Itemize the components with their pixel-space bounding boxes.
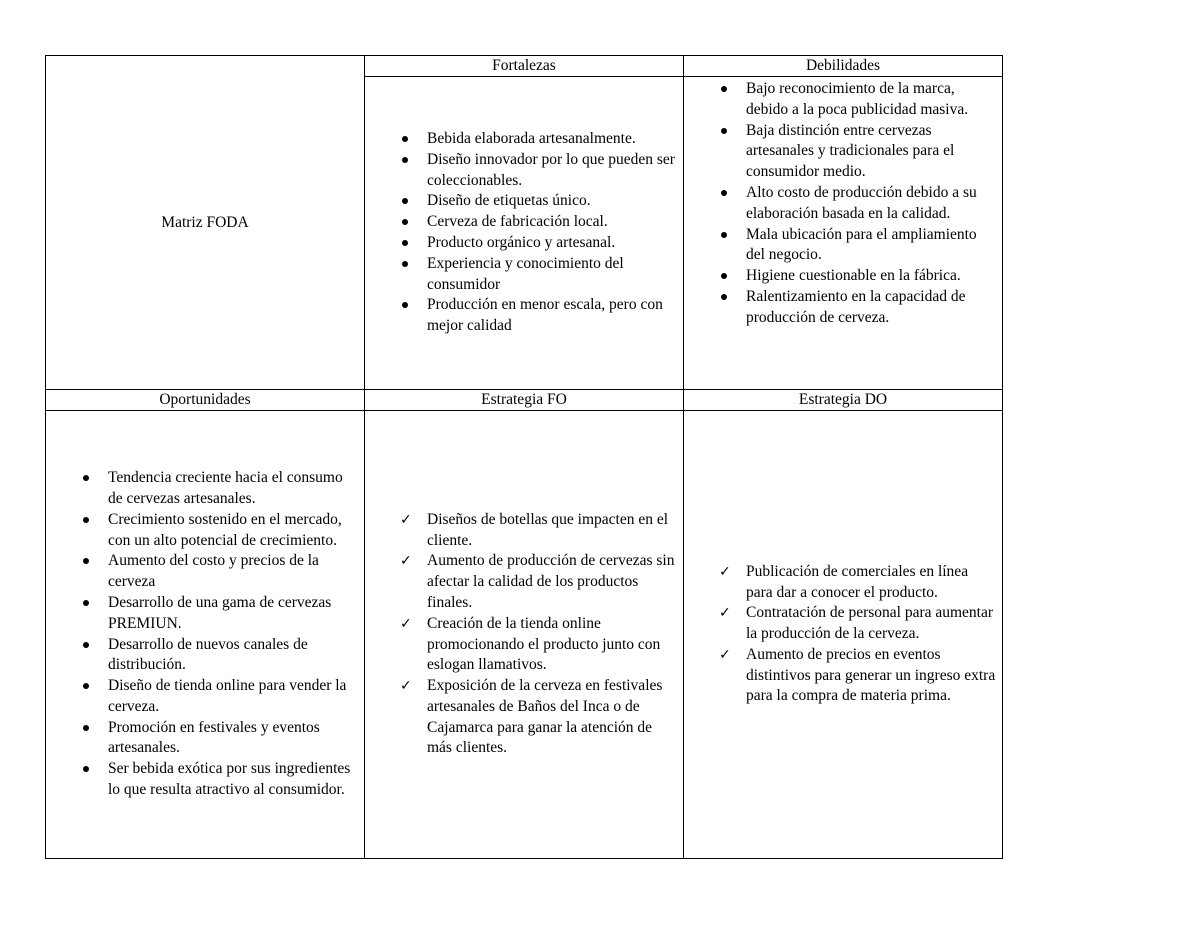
list-item: Ralentizamiento en la capacidad de producción de cerveza. [684,287,1002,329]
estrategia-fo-list [365,510,683,760]
list-item: Diseño innovador por lo que pueden ser coleccionables. [365,150,683,192]
oportunidades-cell [46,411,365,859]
list-item: Diseño de tienda online para vender la cerveza. [46,676,364,718]
header-debilidades: Debilidades [684,56,1003,77]
list-item: Diseño de etiquetas único. [365,191,683,212]
list-item: Bajo reconocimiento de la marca, debido a la poca publicidad masiva. [684,79,1002,121]
list-item: Producto orgánico y artesanal. [365,233,683,254]
list-item: Aumento del costo y precios de la cerveza [46,551,364,593]
list-item: ✓ Diseños de botellas que impacten en el cliente. [365,510,683,552]
header-estrategia-fo: Estrategia FO [365,390,684,411]
list-item: Bebida elaborada artesanalmente. [365,129,683,150]
list-item: Producción en menor escala, pero con mejor calidad [365,295,683,337]
header-fortalezas: Fortalezas [365,56,684,77]
list-item: Desarrollo de una gama de cervezas PREMIUN. [46,593,364,635]
list-item: Desarrollo de nuevos canales de distribución. [46,635,364,677]
list-item: Mala ubicación para el ampliamiento del negocio. [684,225,1002,267]
matrix-title: Matriz FODA [46,56,365,390]
list-item: ✓ Aumento de producción de cervezas sin afectar la calidad de los productos finales. [365,551,683,613]
list-item: ✓ Creación de la tienda online promocionando el producto junto con eslogan llamativos. [365,614,683,676]
list-item: Experiencia y conocimiento del consumidor [365,254,683,296]
list-item: Promoción en festivales y eventos artesanales. [46,718,364,760]
foda-matrix [45,55,1003,859]
list-item: Ser bebida exótica por sus ingredientes lo que resulta atractivo al consumidor. [46,759,364,801]
estrategia-do-list [684,562,1002,708]
list-item: Higiene cuestionable en la fábrica. [684,266,1002,287]
list-item: ✓ Publicación de comerciales en línea para dar a conocer el producto. [684,562,1002,604]
fortalezas-cell [365,77,684,390]
list-item: Cerveza de fabricación local. [365,212,683,233]
list-item: ✓ Contratación de personal para aumentar la producción de la cerveza. [684,603,1002,645]
header-oportunidades: Oportunidades [46,390,365,411]
estrategia-do-cell [684,411,1003,859]
debilidades-cell [684,77,1003,390]
list-item: ✓ Aumento de precios en eventos distintivos para generar un ingreso extra para la compra de materia prima. [684,645,1002,707]
list-item: ✓ Exposición de la cerveza en festivales artesanales de Baños del Inca o de Cajamarca para ganar la atención de más clientes. [365,676,683,759]
list-item: Crecimiento sostenido en el mercado, con un alto potencial de crecimiento. [46,510,364,552]
oportunidades-list [46,468,364,801]
debilidades-list [684,79,1002,329]
fortalezas-list [365,129,683,337]
list-item: Tendencia creciente hacia el consumo de cervezas artesanales. [46,468,364,510]
list-item: Baja distinción entre cervezas artesanales y tradicionales para el consumidor medio. [684,121,1002,183]
estrategia-fo-cell [365,411,684,859]
header-estrategia-do: Estrategia DO [684,390,1003,411]
list-item: Alto costo de producción debido a su elaboración basada en la calidad. [684,183,1002,225]
